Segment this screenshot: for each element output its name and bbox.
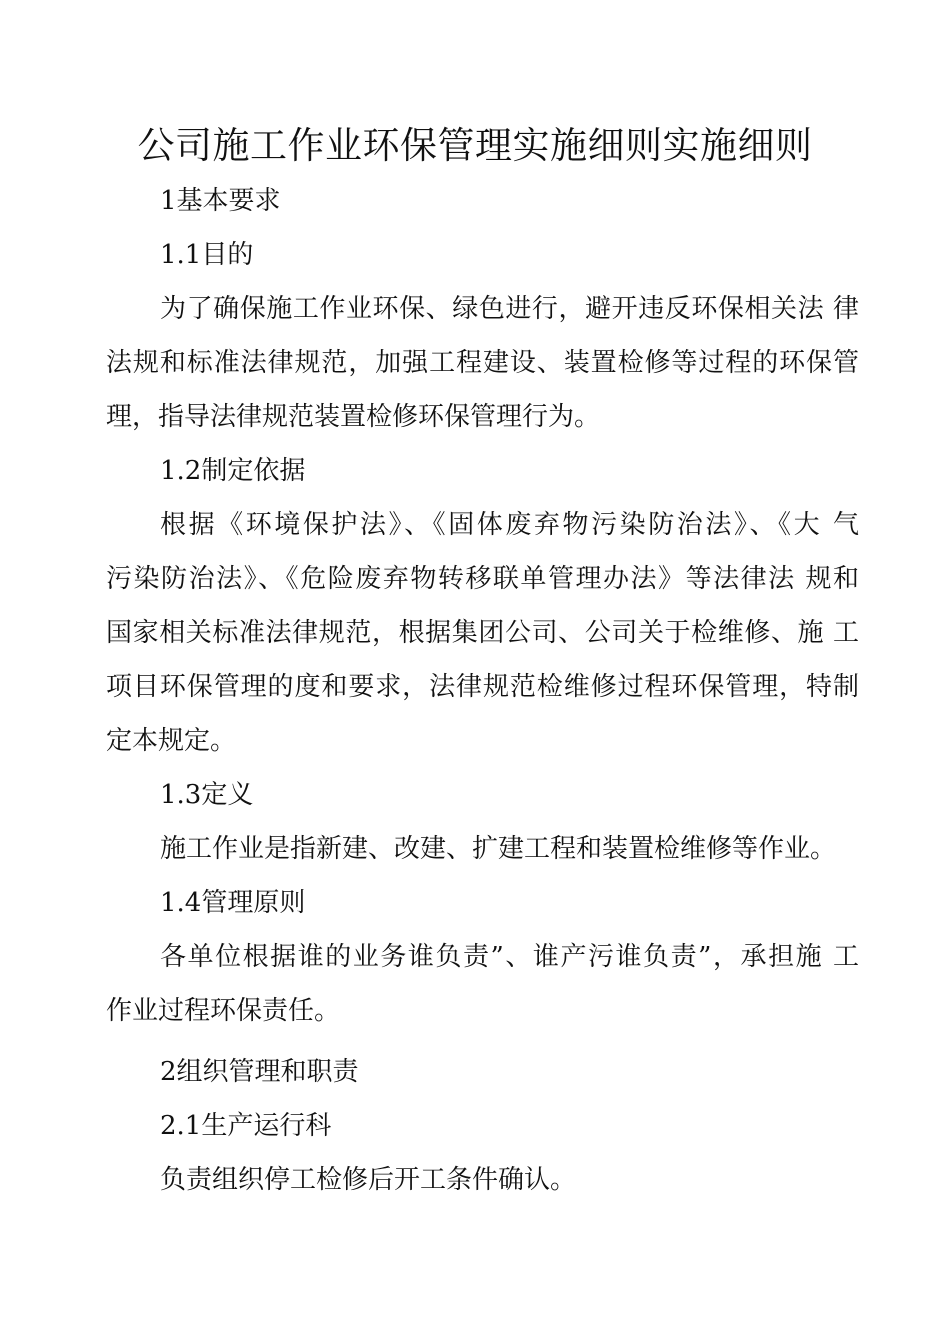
paragraph-line: 国家相关标准法律规范，根据集团公司、公司关于检维修、施 工: [106, 618, 859, 648]
paragraph-line: 施工作业是指新建、改建、扩建工程和装置检维修等作业。: [160, 834, 837, 864]
subsection-heading: 1.2制定依据: [160, 456, 306, 486]
paragraph-line: 根据《环境保护法》、《固体废弃物污染防治法》、《大 气: [160, 510, 859, 540]
paragraph-line: 法规和标准法律规范，加强工程建设、装置检修等过程的环保管: [106, 348, 859, 378]
section-heading: 2组织管理和职责: [160, 1057, 359, 1087]
paragraph-line: 各单位根据谁的业务谁负责”、谁产污谁负责”，承担施 工: [160, 942, 859, 972]
paragraph-line: 污染防治法》、《危险废弃物转移联单管理办法》等法律法 规和: [106, 564, 859, 594]
paragraph-line: 作业过程环保责任。: [106, 996, 341, 1026]
document-title: 公司施工作业环保管理实施细则实施细则: [137, 124, 813, 167]
paragraph-line: 为了确保施工作业环保、绿色进行，避开违反环保相关法 律: [160, 294, 859, 324]
subsection-heading: 1.1目的: [160, 240, 254, 270]
paragraph-line: 理，指导法律规范装置检修环保管理行为。: [106, 402, 601, 432]
subsection-heading: 2.1生产运行科: [160, 1111, 332, 1141]
paragraph-line: 负责组织停工检修后开工条件确认。: [160, 1165, 577, 1195]
section-heading: 1基本要求: [160, 186, 281, 216]
paragraph-line: 定本规定。: [106, 726, 237, 756]
paragraph-line: 项目环保管理的度和要求，法律规范检维修过程环保管理，特制: [106, 672, 859, 702]
subsection-heading: 1.3定义: [160, 780, 254, 810]
subsection-heading: 1.4管理原则: [160, 888, 306, 918]
